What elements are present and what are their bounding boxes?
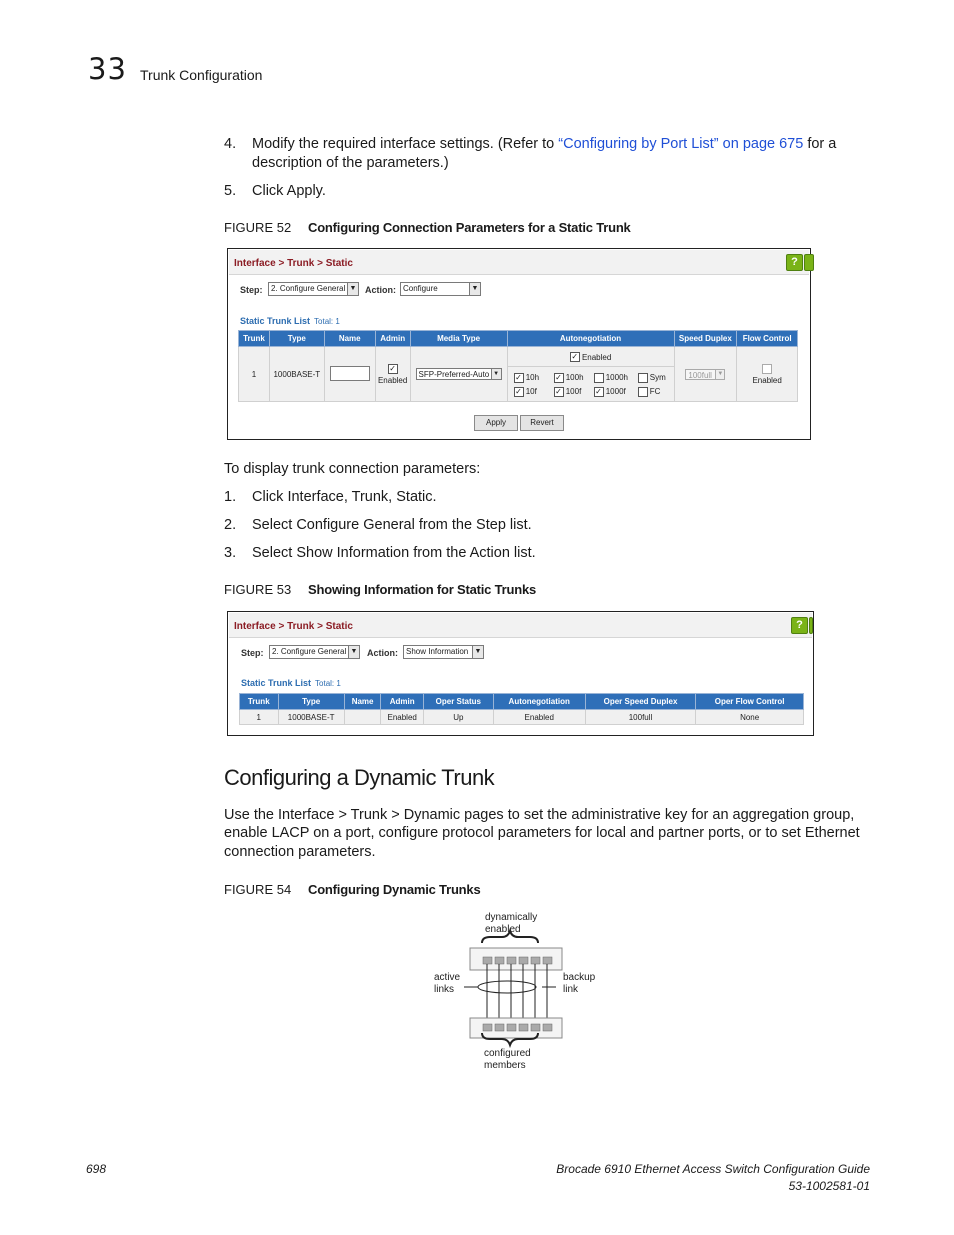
- page-675-link[interactable]: “Configuring by Port List” on page 675: [558, 136, 804, 152]
- panel-header: [229, 613, 812, 638]
- action-select-value: Configure: [403, 284, 438, 293]
- label-top-line-2: enabled: [485, 924, 521, 935]
- figure-52-screenshot: [227, 248, 811, 440]
- label-right-line-1: backup: [563, 972, 596, 983]
- col-trunk: Trunk: [239, 331, 270, 347]
- cell-trunk: 1: [239, 347, 270, 402]
- list-total: Total: 1: [314, 317, 340, 326]
- cell-admin: Enabled: [381, 710, 424, 725]
- speed-duplex-value: 100full: [688, 370, 712, 380]
- cell-trunk: 1: [240, 710, 279, 725]
- opt-sym-checkbox[interactable]: [638, 373, 648, 383]
- opt-10h: [514, 373, 554, 383]
- page-number: 698: [86, 1162, 107, 1176]
- cell-autonegotiation: Enabled: [493, 710, 585, 725]
- media-type-value: SFP-Preferred-Auto: [418, 370, 490, 379]
- figure-53-caption: [224, 582, 536, 597]
- opt-100f: [554, 387, 594, 397]
- opt-100h: [554, 373, 594, 383]
- flow-control-checkbox[interactable]: [762, 364, 772, 374]
- opt-fc-checkbox[interactable]: [638, 387, 648, 397]
- intro-display: To display trunk connection parameters:: [224, 461, 481, 477]
- step-4-text: [252, 135, 872, 154]
- autoneg-enabled-label: Enabled: [581, 352, 612, 362]
- col-speed-duplex: Speed Duplex: [674, 331, 737, 347]
- col-name: Name: [344, 694, 381, 710]
- opt-1000f: [594, 387, 638, 397]
- speed-duplex-select[interactable]: [685, 369, 725, 380]
- opt-fc: [638, 387, 674, 397]
- revert-button[interactable]: Revert: [520, 415, 564, 431]
- breadcrumb: Interface > Trunk > Static: [234, 621, 353, 632]
- section-para-line-2: enable LACP on a port, configure protocol parameters for local and partner ports, or to set Ethernet: [224, 825, 860, 841]
- cell-admin: [375, 347, 410, 402]
- table-row: [239, 347, 798, 402]
- refresh-icon[interactable]: [804, 254, 814, 271]
- static-trunk-info-table: [239, 693, 804, 725]
- col-autonegotiation: Autonegotiation: [493, 694, 585, 710]
- static-trunk-table: [238, 330, 798, 402]
- cell-name: [324, 347, 375, 402]
- list-total: Total: 1: [315, 679, 341, 688]
- chevron-down-icon: ▼: [348, 646, 359, 658]
- col-oper-status: Oper Status: [424, 694, 494, 710]
- opt-1000f-label: 1000f: [605, 386, 626, 396]
- action-label: Action:: [367, 648, 398, 658]
- step-label: Step:: [241, 648, 264, 658]
- opt-10f-checkbox[interactable]: ✓: [515, 386, 522, 396]
- opt-1000h: [594, 373, 638, 383]
- help-icon[interactable]: ?: [786, 254, 803, 271]
- opt-sym: [638, 373, 674, 383]
- opt-10f-label: 10f: [525, 386, 537, 396]
- opt-fc-label: FC: [649, 386, 661, 396]
- label-right-line-2: link: [563, 984, 579, 995]
- cell-oper-flow-control: None: [696, 710, 804, 725]
- cell-flow-control: [737, 347, 798, 402]
- col-autonegotiation: Autonegotiation: [507, 331, 674, 347]
- label-left-line-1: active: [434, 972, 461, 983]
- dynamic-trunk-diagram: [420, 905, 620, 1080]
- col-name: Name: [324, 331, 375, 347]
- step-5-num: 5.: [224, 183, 237, 199]
- step-select[interactable]: [268, 282, 359, 296]
- step-3-text: Select Show Information from the Action list.: [252, 545, 536, 561]
- col-oper-flow-control: Oper Flow Control: [696, 694, 804, 710]
- step-3-num: 3.: [224, 545, 237, 561]
- cell-type: 1000BASE-T: [269, 347, 324, 402]
- figure-53-label: FIGURE 53: [224, 582, 292, 597]
- breadcrumb: Interface > Trunk > Static: [234, 258, 353, 269]
- col-media-type: Media Type: [410, 331, 507, 347]
- section-para-line-3: connection parameters.: [224, 844, 376, 860]
- figure-53-screenshot: [227, 611, 814, 736]
- step-2-text: Select Configure General from the Step list.: [252, 517, 532, 533]
- flow-control-label: Enabled: [752, 375, 782, 385]
- static-trunk-list-title: [241, 678, 341, 688]
- chapter-number: 33: [88, 52, 127, 86]
- step-select[interactable]: [269, 645, 360, 659]
- step-4-text-after: for a: [803, 136, 837, 152]
- action-select[interactable]: [403, 645, 484, 659]
- top-brace: [482, 931, 538, 943]
- trunk-links: [487, 964, 547, 1024]
- diagram-graphic: [420, 905, 620, 1080]
- section-para-line-1: Use the Interface > Trunk > Dynamic pages to set the administrative key for an aggregation group,: [224, 807, 855, 823]
- action-label: Action:: [365, 285, 396, 295]
- col-type: Type: [278, 694, 344, 710]
- admin-enabled-checkbox[interactable]: ✓: [389, 363, 396, 373]
- opt-1000h-checkbox[interactable]: [594, 373, 604, 383]
- opt-sym-label: Sym: [649, 372, 666, 382]
- chevron-down-icon: ▼: [469, 283, 480, 295]
- static-trunk-list-title: [240, 316, 340, 326]
- opt-100f-checkbox[interactable]: ✓: [555, 386, 562, 396]
- col-flow-control: Flow Control: [737, 331, 798, 347]
- cell-name: [344, 710, 381, 725]
- autoneg-options-grid: [508, 367, 674, 399]
- opt-10f: [514, 387, 554, 397]
- label-top-line-1: dynamically: [485, 912, 538, 923]
- chapter-title: Trunk Configuration: [140, 67, 263, 83]
- step-label: Step:: [240, 285, 263, 295]
- col-trunk: Trunk: [240, 694, 279, 710]
- apply-button[interactable]: Apply: [474, 415, 518, 431]
- opt-1000f-checkbox[interactable]: ✓: [595, 386, 602, 396]
- figure-53-title: Showing Information for Static Trunks: [308, 582, 537, 597]
- name-input[interactable]: [330, 366, 370, 381]
- table-header-row: [239, 331, 798, 347]
- label-left-line-2: links: [434, 984, 455, 995]
- col-admin: Admin: [381, 694, 424, 710]
- step-2-num: 2.: [224, 517, 237, 533]
- autoneg-enabled-row: [508, 350, 674, 367]
- step-4-text-before: Modify the required interface settings. (Refer to: [252, 136, 559, 152]
- cell-autonegotiation: [507, 347, 674, 402]
- section-title: Configuring a Dynamic Trunk: [224, 765, 495, 790]
- opt-10h-label: 10h: [525, 372, 540, 382]
- cell-oper-speed-duplex: 100full: [585, 710, 696, 725]
- step-select-value: 2. Configure General: [271, 284, 346, 293]
- doc-number: 53-1002581-01: [788, 1179, 870, 1193]
- refresh-icon[interactable]: [809, 617, 813, 634]
- step-5-text: Click Apply.: [252, 183, 326, 199]
- figure-54-title: Configuring Dynamic Trunks: [308, 882, 481, 897]
- figure-54-label: FIGURE 54: [224, 882, 292, 897]
- opt-100h-label: 100h: [565, 372, 584, 382]
- figure-52-label: FIGURE 52: [224, 220, 292, 235]
- col-admin: Admin: [375, 331, 410, 347]
- list-title-text: Static Trunk List: [240, 316, 311, 326]
- figure-52-title: Configuring Connection Parameters for a Static Trunk: [308, 220, 631, 235]
- step-4-text-line2: description of the parameters.): [252, 155, 449, 171]
- opt-100f-label: 100f: [565, 386, 582, 396]
- chevron-down-icon: ▼: [472, 646, 483, 658]
- col-type: Type: [269, 331, 324, 347]
- col-oper-speed-duplex: Oper Speed Duplex: [585, 694, 696, 710]
- panel-header: [229, 250, 809, 275]
- figure-54-caption: [224, 882, 480, 897]
- table-header-row: [240, 694, 804, 710]
- opt-1000h-label: 1000h: [605, 372, 628, 382]
- help-icon[interactable]: ?: [791, 617, 808, 634]
- action-select[interactable]: [400, 282, 481, 296]
- list-title-text: Static Trunk List: [241, 678, 312, 688]
- guide-title: Brocade 6910 Ethernet Access Switch Configuration Guide: [556, 1162, 870, 1176]
- step-1-text: Click Interface, Trunk, Static.: [252, 489, 437, 505]
- media-type-select[interactable]: [416, 368, 502, 380]
- cell-speed-duplex: [674, 347, 737, 402]
- chevron-down-icon: ▼: [347, 283, 358, 295]
- cell-media-type: [410, 347, 507, 402]
- cell-type: 1000BASE-T: [278, 710, 344, 725]
- cell-oper-status: Up: [424, 710, 494, 725]
- figure-52-caption: [224, 220, 631, 235]
- step-select-value: 2. Configure General: [272, 647, 347, 656]
- step-4-num: 4.: [224, 136, 237, 152]
- action-select-value: Show Information: [406, 647, 469, 656]
- opt-100h-checkbox[interactable]: ✓: [555, 372, 562, 382]
- admin-enabled-label: Enabled: [377, 375, 408, 385]
- opt-10h-checkbox[interactable]: ✓: [515, 372, 522, 382]
- chevron-down-icon: ▼: [715, 370, 724, 379]
- table-row: [240, 710, 804, 725]
- step-1-num: 1.: [224, 489, 237, 505]
- label-bottom-line-2: members: [484, 1060, 526, 1071]
- chevron-down-icon: ▼: [491, 369, 501, 379]
- label-bottom-line-1: configured: [484, 1048, 531, 1059]
- autoneg-enabled-checkbox[interactable]: ✓: [571, 352, 579, 362]
